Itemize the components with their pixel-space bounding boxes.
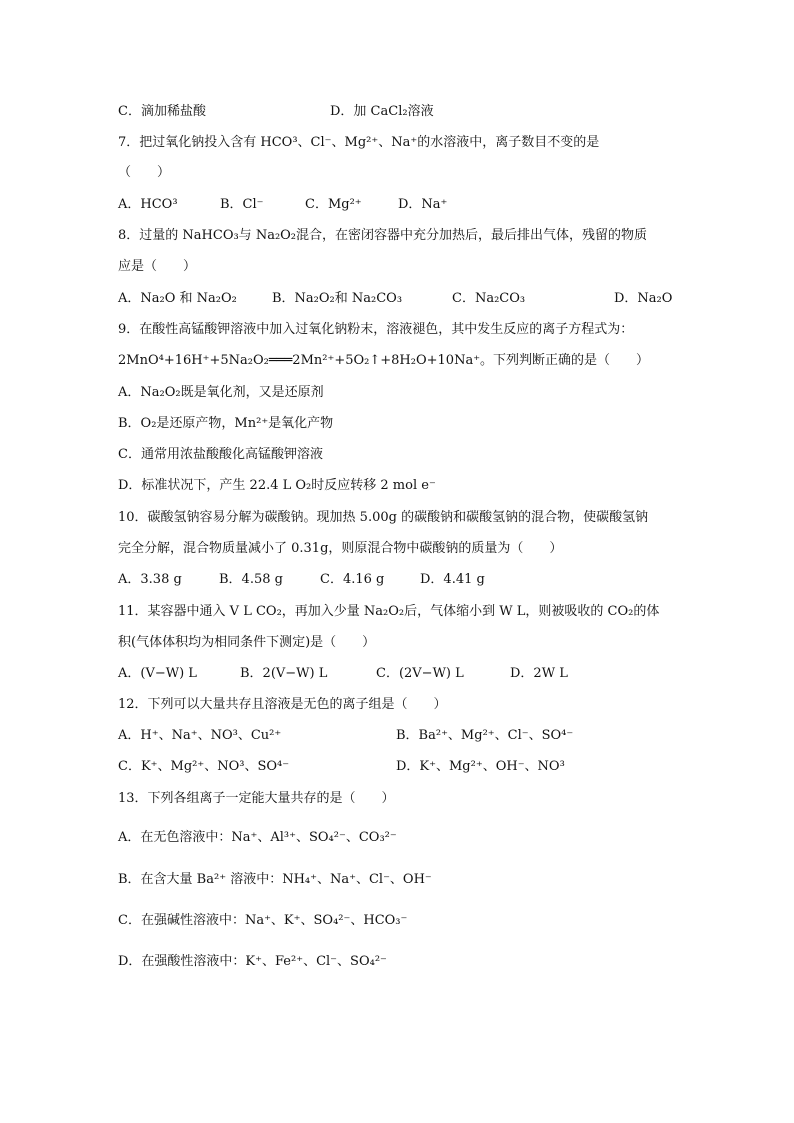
answer-option: C．K⁺、Mg²⁺、NO³、SO⁴⁻ (118, 759, 290, 774)
text-line: 积(气体体积均为相同条件下测定)是（ ） (118, 635, 376, 650)
answer-option: D．4.41 g (420, 572, 485, 587)
text-line: 应是（ ） (118, 259, 197, 274)
text-line: 12．下列可以大量共存且溶液是无色的离子组是（ ） (118, 697, 447, 712)
answer-option: C．Na₂CO₃ (452, 291, 526, 306)
text-line: 13．下列各组离子一定能大量共存的是（ ） (118, 791, 395, 806)
answer-option: A．H⁺、Na⁺、NO³、Cu²⁺ (118, 728, 282, 743)
answer-option: D．Na⁺ (398, 197, 448, 212)
text-line: 完全分解，混合物质量减小了 0.31g，则原混合物中碳酸钠的质量为（ ） (118, 541, 563, 556)
text-line: C．在强碱性溶液中：Na⁺、K⁺、SO₄²⁻、HCO₃⁻ (118, 913, 408, 928)
answer-option: C．4.16 g (320, 572, 385, 587)
answer-option: B．2(V−W) L (240, 666, 328, 681)
answer-option: B．Ba²⁺、Mg²⁺、Cl⁻、SO⁴⁻ (396, 728, 574, 743)
text-line: B．在含大量 Ba²⁺ 溶液中：NH₄⁺、Na⁺、Cl⁻、OH⁻ (118, 872, 432, 887)
answer-option: D．Na₂O (614, 291, 673, 306)
text-line: 7．把过氧化钠投入含有 HCO³、Cl⁻、Mg²⁺、Na⁺的水溶液中，离子数目不变的是 (118, 135, 600, 150)
text-line: B．O₂是还原产物，Mn²⁺是氧化产物 (118, 416, 334, 431)
answer-option: D．2W L (510, 666, 568, 681)
text-line: D．标准状况下，产生 22.4 L O₂时反应转移 2 mol e⁻ (118, 478, 436, 493)
answer-option: D．加 CaCl₂溶液 (330, 104, 434, 119)
answer-option: B．Cl⁻ (220, 197, 264, 212)
text-line: 11．某容器中通入 V L CO₂，再加入少量 Na₂O₂后，气体缩小到 W L，则被吸收的 CO₂的体 (118, 604, 660, 619)
answer-option: A．(V−W) L (118, 666, 197, 681)
text-line: 10．碳酸氢钠容易分解为碳酸钠。现加热 5.00g 的碳酸钠和碳酸氢钠的混合物，使碳酸氢钠 (118, 510, 649, 525)
answer-option: D．K⁺、Mg²⁺、OH⁻、NO³ (396, 759, 565, 774)
answer-option: A．HCO³ (118, 197, 178, 212)
answer-option: B．4.58 g (219, 572, 283, 587)
text-line: C．滴加稀盐酸 (118, 104, 206, 119)
answer-option: B．Na₂O₂和 Na₂CO₃ (272, 291, 403, 306)
answer-option: A．3.38 g (118, 572, 182, 587)
text-line: D．在强酸性溶液中：K⁺、Fe²⁺、Cl⁻、SO₄²⁻ (118, 954, 387, 969)
text-line: C．通常用浓盐酸酸化高锰酸钾溶液 (118, 447, 323, 462)
text-line: A．Na₂O₂既是氧化剂，又是还原剂 (118, 385, 324, 400)
answer-option: C．Mg²⁺ (305, 197, 362, 212)
text-line: （ ） (118, 165, 171, 180)
answer-option: A．Na₂O 和 Na₂O₂ (118, 291, 237, 306)
text-line: 2MnO⁴+16H⁺+5Na₂O₂═══2Mn²⁺+5O₂↑+8H₂O+10Na⁺。下列判断正确的是（ ） (118, 353, 650, 368)
text-line: 8．过量的 NaHCO₃与 Na₂O₂混合，在密闭容器中充分加热后，最后排出气体，残留的物质 (118, 228, 648, 243)
answer-option: C．(2V−W) L (376, 666, 464, 681)
text-line: A．在无色溶液中：Na⁺、Al³⁺、SO₄²⁻、CO₃²⁻ (118, 830, 397, 845)
text-line: 9．在酸性高锰酸钾溶液中加入过氧化钠粉末，溶液褪色，其中发生反应的离子方程式为： (118, 322, 634, 337)
